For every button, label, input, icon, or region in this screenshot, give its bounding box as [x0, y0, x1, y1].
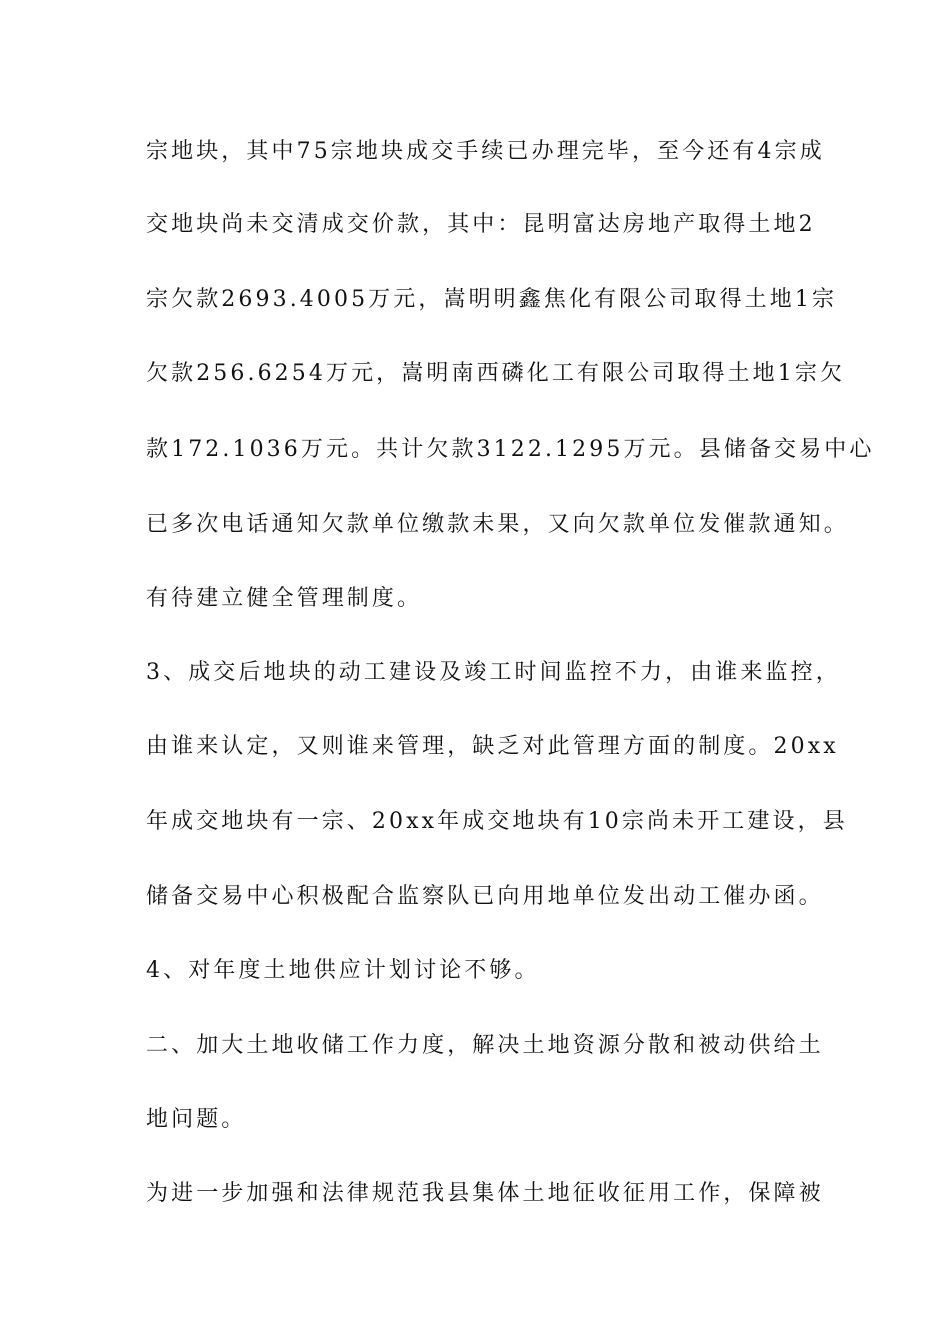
- text-line: 二、加大土地收储工作力度，解决土地资源分散和被动供给土: [146, 1033, 824, 1058]
- text-line: 年成交地块有一宗、20xx年成交地块有10宗尚未开工建设，县: [146, 809, 848, 834]
- text-line: 储备交易中心积极配合监察队已向用地单位发出动工催办函。: [146, 884, 824, 909]
- text-line: 3、成交后地块的动工建设及竣工时间监控不力，由谁来监控，: [146, 660, 841, 685]
- text-line: 为进一步加强和法律规范我县集体土地征收征用工作，保障被: [146, 1181, 824, 1206]
- text-line: 地问题。: [146, 1107, 247, 1132]
- text-line: 已多次电话通知欠款单位缴款未果，又向欠款单位发催款通知。: [146, 512, 849, 537]
- text-line: 交地块尚未交清成交价款，其中：昆明富达房地产取得土地2: [146, 212, 816, 237]
- text-line: 4、对年度土地供应计划讨论不够。: [146, 958, 540, 983]
- text-line: 宗欠款2693.4005万元，嵩明明鑫焦化有限公司取得土地1宗: [146, 287, 838, 312]
- text-line: 宗地块，其中75宗地块成交手续已办理完毕，至今还有4宗成: [146, 139, 825, 164]
- text-line: 款172.1036万元。共计欠款3122.1295万元。县储备交易中心: [146, 437, 875, 462]
- text-line: 欠款256.6254万元，嵩明南西磷化工有限公司取得土地1宗欠: [146, 361, 846, 386]
- text-line: 有待建立健全管理制度。: [146, 586, 423, 611]
- text-line: 由谁来认定，又则谁来管理，缺乏对此管理方面的制度。20xx: [146, 734, 839, 759]
